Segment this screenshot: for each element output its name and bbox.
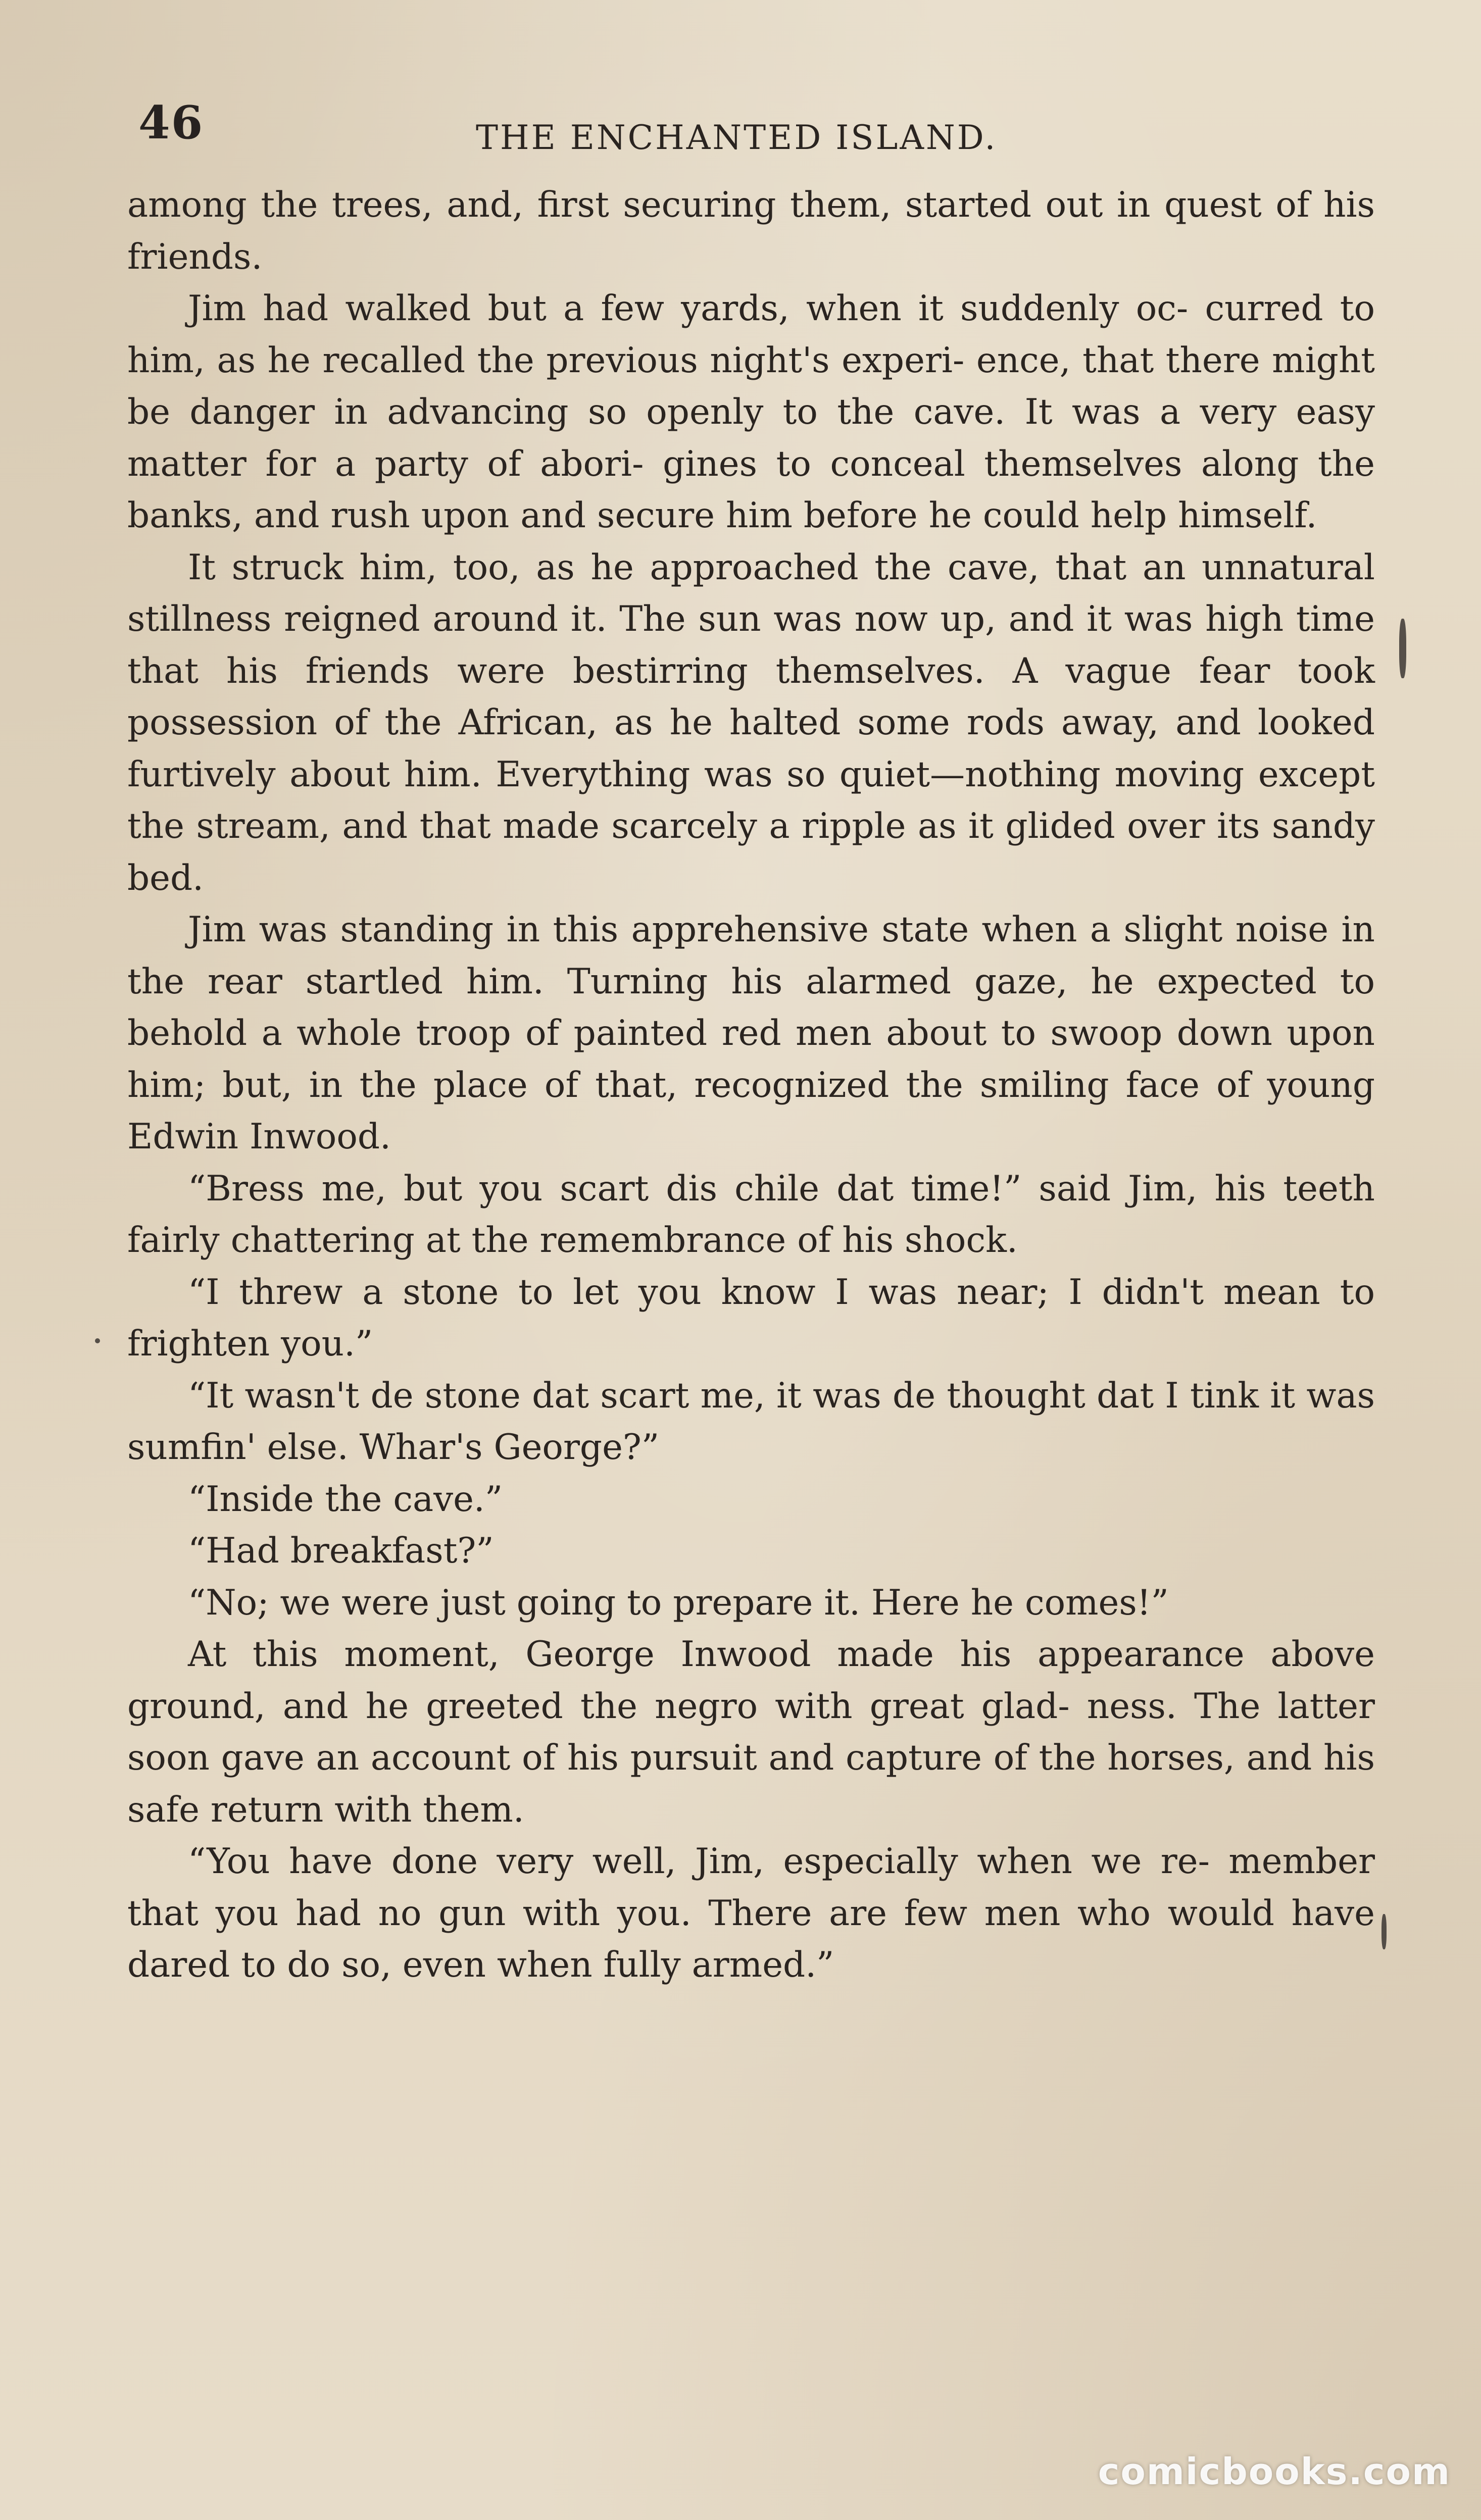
- dialogue-paragraph: “I threw a stone to let you know I was near; I didn't mean to frighten you.”: [127, 1272, 1375, 1364]
- page-header: [127, 96, 1360, 157]
- watermark: comicbooks.com: [1098, 2450, 1451, 2493]
- dialogue-paragraph: “No; we were just going to prepare it. Here he comes!”: [188, 1582, 1169, 1623]
- paragraph: At this moment, George Inwood made his appearance above ground, and he greeted the negro with great glad- ness. The latter soon gave an account of his pursuit and capture of the horses, and his safe return with them.: [127, 1634, 1375, 1830]
- dialogue-paragraph: “Inside the cave.”: [188, 1479, 503, 1520]
- page-number: 46: [138, 96, 204, 149]
- ink-mark: [1399, 619, 1406, 678]
- paragraph: Jim was standing in this apprehensive state when a slight noise in the rear startled him. Turning his alarmed gaze, he expected to behold a whole troop of painted red men about to swoop down upon him; but, in the place of that, recognized the smiling face of young Edwin Inwood.: [127, 910, 1375, 1157]
- ink-dot: [95, 1338, 100, 1343]
- dialogue-paragraph: “Had breakfast?”: [188, 1531, 494, 1571]
- dialogue-paragraph: “It wasn't de stone dat scart me, it was de thought dat I tink it was sumfin' else. Whar's George?”: [127, 1375, 1375, 1468]
- book-text: [127, 179, 1375, 1991]
- dialogue-paragraph: “You have done very well, Jim, especially when we re- member that you had no gun with you. There are few men who would have dared to do so, even when fully armed.”: [127, 1841, 1375, 1985]
- paragraph: It struck him, too, as he approached the cave, that an unnatural stillness reigned around it. The sun was now up, and it was high time that his friends were bestirring themselves. A vague fear took possession of the African, as he halted some rods away, and looked furtively about him. Everything was so quiet—nothing moving except the stream, and that made scarcely a ripple as it glided over its sandy bed.: [127, 547, 1375, 898]
- paragraph: Jim had walked but a few yards, when it suddenly oc- curred to him, as he recalled the previous night's experi- ence, that there might be danger in advancing so openly to the cave. It was a very easy matter for a party of abori- gines to conceal themselves along the banks, and rush upon and secure him before he could help himself.: [127, 288, 1375, 536]
- ink-mark: [1381, 1914, 1387, 1949]
- running-head: THE ENCHANTED ISLAND.: [476, 118, 998, 157]
- paragraph-continuation: among the trees, and, first securing them, started out in quest of his friends.: [127, 185, 1375, 277]
- dialogue-paragraph: “Bress me, but you scart dis chile dat time!” said Jim, his teeth fairly chattering at the remembrance of his shock.: [127, 1168, 1375, 1261]
